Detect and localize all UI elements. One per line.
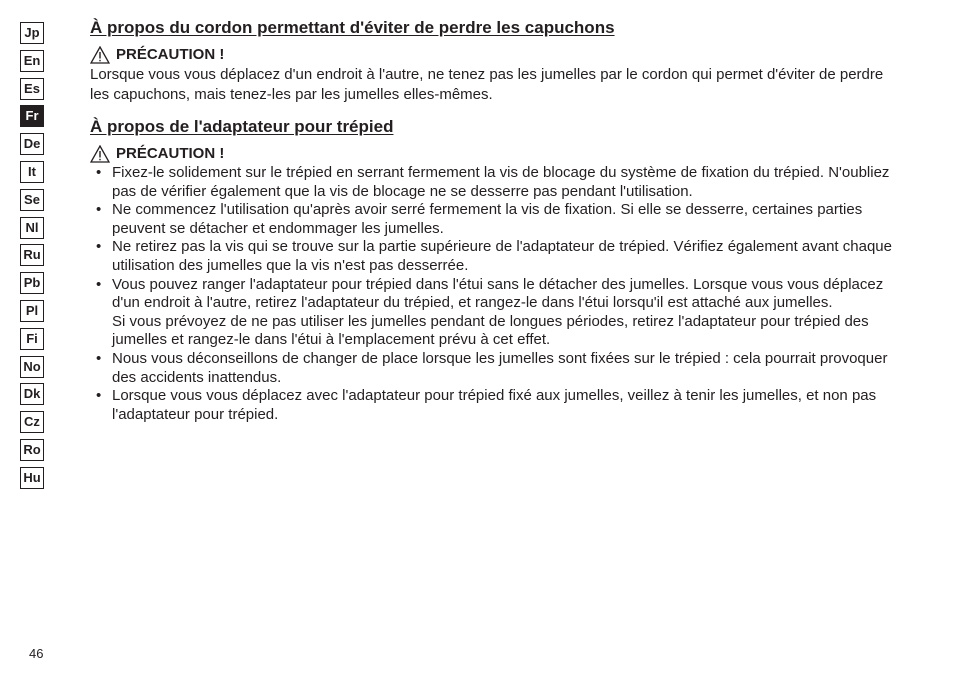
lang-tab-cz[interactable]: Cz [20, 411, 44, 433]
list-item [90, 387, 905, 424]
lang-tab-it[interactable]: It [20, 161, 44, 183]
caution-heading [90, 45, 905, 65]
bullet-icon: • [96, 387, 102, 405]
warning-triangle-icon [90, 145, 110, 163]
list-item [90, 276, 905, 350]
caution-label: PRÉCAUTION ! [116, 46, 225, 63]
lang-tab-jp[interactable]: Jp [20, 22, 44, 44]
lang-tab-dk[interactable]: Dk [20, 383, 44, 405]
lang-tab-fr[interactable]: Fr [20, 105, 44, 127]
list-item [90, 350, 905, 387]
section-title-cap-strap: À propos du cordon permettant d'éviter de perdre les capuchons [90, 18, 615, 37]
list-item-text: Vous pouvez ranger l'adaptateur pour trépied dans l'étui sans le détacher des jumelles. Lorsque vous vous déplacez d'un endroit à l'autre, retirez l'adaptateur du trépied, et rangez-le dans l'étui lorsqu'il est attaché aux jumelles. [112, 275, 884, 312]
lang-tab-fi[interactable]: Fi [20, 328, 44, 350]
section-cap-strap [90, 16, 905, 105]
lang-tab-hu[interactable]: Hu [20, 467, 44, 489]
lang-tab-ru[interactable]: Ru [20, 244, 44, 266]
bullet-icon: • [96, 349, 102, 367]
lang-tab-es[interactable]: Es [20, 78, 44, 100]
bullet-icon: • [96, 275, 102, 293]
list-item [90, 201, 905, 238]
language-tabs [20, 22, 44, 495]
bullet-icon: • [96, 164, 102, 181]
lang-tab-no[interactable]: No [20, 356, 44, 378]
list-item-text: Fixez-le solidement sur le trépied en serrant fermement la vis de blocage du système de fixation du trépied. N'oubliez pas de vérifier également que la vis de blocage ne se desserre pas pendant l'utilisation. [112, 164, 890, 200]
lang-tab-pl[interactable]: Pl [20, 300, 44, 322]
caution-text: Lorsque vous vous déplacez d'un endroit à l'autre, ne tenez pas les jumelles par le cordon qui permet d'éviter de perdre les capuchons, mais tenez-les par les jumelles elles-mêmes. [90, 66, 884, 103]
caution-heading [90, 144, 905, 164]
lang-tab-pb[interactable]: Pb [20, 272, 44, 294]
list-item [90, 238, 905, 275]
bullet-icon: • [96, 201, 102, 219]
lang-tab-nl[interactable]: Nl [20, 217, 44, 239]
lang-tab-de[interactable]: De [20, 133, 44, 155]
list-item-extra-text: Si vous prévoyez de ne pas utiliser les jumelles pendant de longues périodes, retirez l'adaptateur pour trépied des jumelles et rangez-le dans l'étui à l'emplacement prévu à cet effet. [112, 312, 869, 349]
list-item-text: Ne retirez pas la vis qui se trouve sur la partie supérieure de l'adaptateur de trépied. Vérifiez également avant chaque utilisation des jumelles que la vis n'est pas desserrée. [112, 238, 892, 274]
page-number: 46 [29, 646, 44, 661]
list-item-text: Nous vous déconseillons de changer de place lorsque les jumelles sont fixées sur le trépied : cela pourrait provoquer des accidents inattendus. [112, 349, 888, 386]
caution-label: PRÉCAUTION ! [116, 145, 225, 162]
list-item-text: Lorsque vous vous déplacez avec l'adaptateur pour trépied fixé aux jumelles, veillez à tenir les jumelles, et non pas l'adaptateur pour trépied. [112, 387, 877, 423]
list-item-text: Ne commencez l'utilisation qu'après avoir serré fermement la vis de fixation. Si elle se desserre, certaines parties peuvent se détacher et endommager les jumelles. [112, 201, 863, 237]
section-tripod-adapter [90, 115, 905, 424]
main-content [90, 16, 905, 424]
section-title-tripod-adapter: À propos de l'adaptateur pour trépied [90, 117, 394, 136]
lang-tab-ro[interactable]: Ro [20, 439, 44, 461]
list-item [90, 164, 905, 201]
warning-triangle-icon [90, 46, 110, 64]
caution-list [90, 164, 905, 424]
bullet-icon: • [96, 238, 102, 256]
lang-tab-en[interactable]: En [20, 50, 44, 72]
lang-tab-se[interactable]: Se [20, 189, 44, 211]
